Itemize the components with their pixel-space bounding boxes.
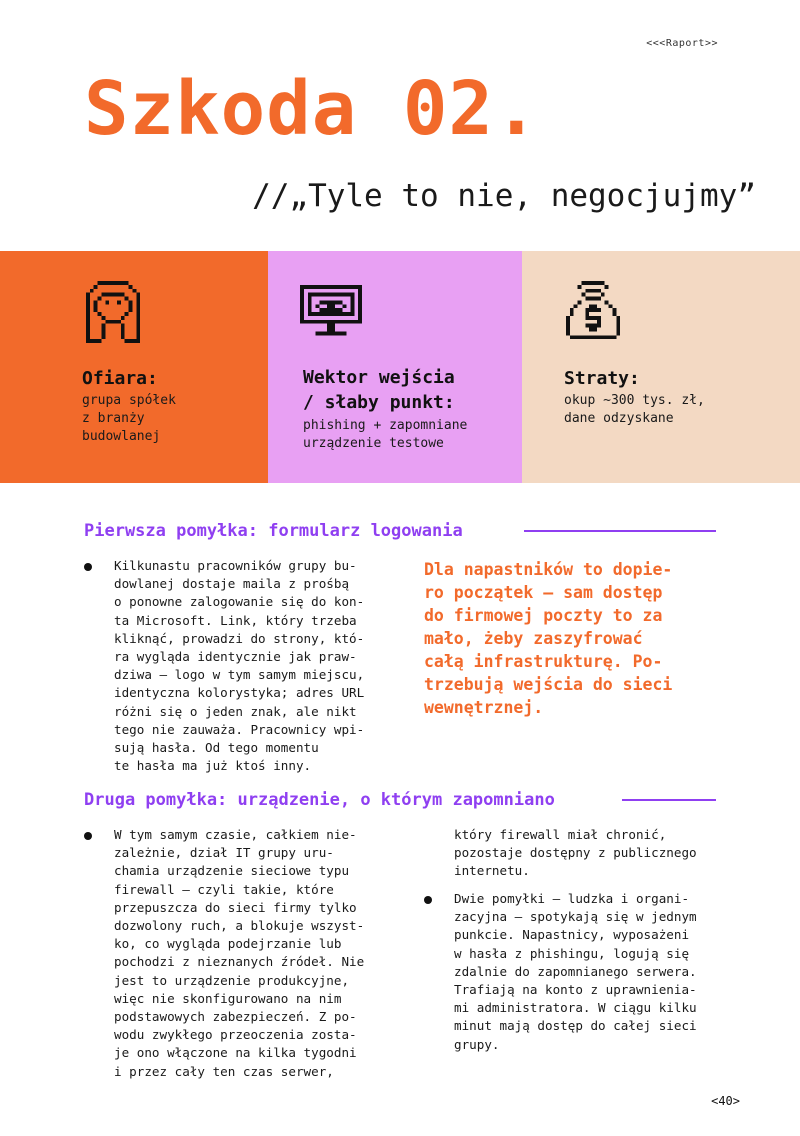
bullet-marker: [424, 896, 432, 904]
section1-heading: Pierwsza pomyłka: formularz logowania: [84, 521, 463, 541]
section2-bullet2-text: Dwie pomyłki — ludzka i organi- zacyjna — spotykają się w jednym punkcie. Napastnicy, wyposażeni w hasła z phishingu, logują się zdalnie do zapomnianego serwera. Trafiają na konto z uprawnienia- mi administratora. W ciągu kilku minut mają dostęp do całej sieci grupy.: [454, 891, 697, 1052]
report-tag: <<<Raport>>: [646, 38, 718, 49]
page-title: Szkoda 02.: [84, 66, 540, 152]
section1-bullet-text: Kilkunastu pracowników grupy bu- dowlanej dostaje maila z prośbą o ponowne zalogowanie się do kon- ta Microsoft. Link, który trzeba kliknąć, prowadzi do strony, któ- ra wygląda identycznie jak praw- dziwa — logo w tym samym miejscu, identyczna kolorystyka; adres URL różni się o jeden znak, ale nikt tego nie zauważa. Pracownicy wpi- sują hasła. Od tego momentu te hasła ma już ktoś inny.: [114, 558, 365, 774]
victim-title: Ofiara:: [82, 368, 158, 389]
losses-text: okup ~300 tys. zł, dane odzyskane: [564, 393, 705, 426]
pull-quote: Dla napastników to dopie- ro początek — sam dostęp do firmowej poczty to za mało, żeby zaszyfrować całą infrastrukturę. Po- trzebują wejścia do sieci wewnętrznej.: [424, 560, 673, 717]
vector-title: Wektor wejścia / słaby punkt:: [303, 367, 455, 413]
computer-monitor-icon: [300, 281, 362, 343]
section2-divider: [622, 799, 716, 801]
victim-text: grupa spółek z branży budowlanej: [82, 393, 176, 444]
page-subtitle: //„Tyle to nie, negocjujmy”: [252, 178, 756, 214]
money-bag-icon: [562, 281, 624, 343]
page-number: <40>: [711, 1094, 740, 1108]
victim-silhouette-icon: [82, 281, 144, 343]
section2-continuation-text: który firewall miał chronić, pozostaje dostępny z publicznego internetu.: [454, 827, 697, 879]
section2-heading: Druga pomyłka: urządzenie, o którym zapomniano: [84, 790, 555, 810]
vector-text: phishing + zapomniane urządzenie testowe: [303, 418, 468, 451]
victim-panel: [0, 251, 268, 483]
losses-panel: [522, 251, 800, 483]
bullet-marker: [84, 832, 92, 840]
vector-panel: [268, 251, 522, 483]
section2-bullet1-text: W tym samym czasie, całkiem nie- zależnie, dział IT grupy uru- chamia urządzenie sieciowe typu firewall — czyli takie, które przepuszcza do sieci firmy tylko dozwolony ruch, a blokuje wszyst- ko, co wygląda podejrzanie lub pochodzi z nieznanych źródeł. Nie jest to urządzenie produkcyjne, więc nie skonfigurowano na nim podstawowych zabezpieczeń. Z po- wodu zwykłego przeoczenia zosta- je ono włączone na kilka tygodni i przez cały ten czas serwer,: [114, 827, 365, 1079]
section1-divider: [524, 530, 716, 532]
losses-title: Straty:: [564, 368, 640, 389]
bullet-marker: [84, 563, 92, 571]
